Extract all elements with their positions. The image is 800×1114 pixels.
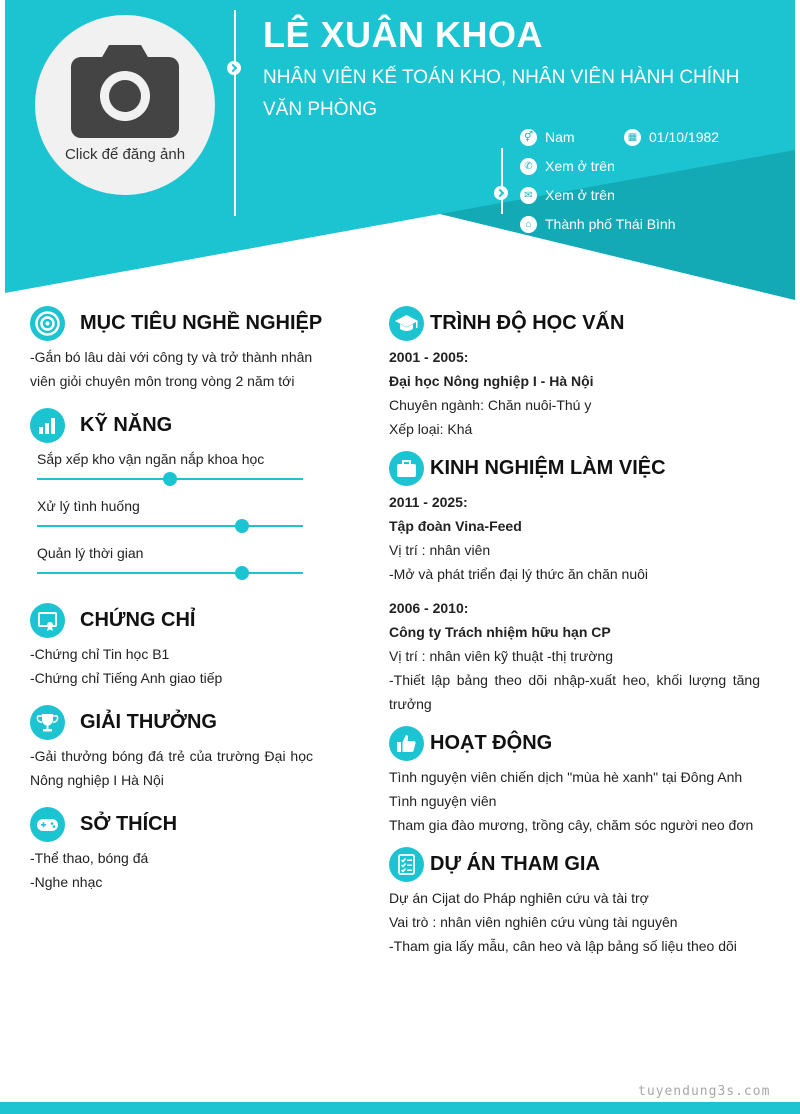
certificate-icon [30, 603, 65, 638]
job-title: NHÂN VIÊN KẾ TOÁN KHO, NHÂN VIÊN HÀNH CHÍNH VĂN PHÒNG [263, 67, 740, 120]
activity-line: Tình nguyện viên [389, 793, 497, 809]
gender-value: Nam [545, 129, 575, 145]
calendar-icon: ▦ [624, 129, 641, 146]
education-grade: Xếp loại: Khá [389, 421, 473, 437]
project-line: Dự án Cijat do Pháp nghiên cứu và tài trợ [389, 890, 649, 906]
activity-line: Tình nguyện viên chiến dịch "mùa hè xanh" tại Đông Anh [389, 769, 743, 785]
skill-track [37, 525, 303, 527]
birthdate-info [624, 127, 719, 147]
certificate-item: -Chứng chỉ Tin học B1 [30, 646, 170, 662]
activity-line: Tham gia đào mương, trồng cây, chăm sóc người neo đơn [389, 817, 754, 833]
graduation-cap-icon [389, 306, 424, 341]
skills-title: KỸ NĂNG [80, 414, 173, 436]
watermark: tuyendung3s.com [638, 1084, 771, 1099]
info-dot [494, 186, 508, 200]
skill-level-knob [235, 519, 249, 533]
email-value: Xem ở trên [545, 187, 615, 203]
footer-bar [0, 1102, 800, 1114]
bar-chart-icon [30, 408, 65, 443]
skill-level-knob [163, 472, 177, 486]
skill-label: Xử lý tình huống [37, 498, 140, 514]
awards-title: GIẢI THƯỞNG [80, 711, 217, 733]
job-company: Tập đoàn Vina-Feed [389, 518, 522, 534]
address-value: Thành phố Thái Bình [545, 216, 676, 232]
camera-icon [71, 43, 179, 138]
email-info [520, 185, 615, 205]
photo-upload-label: Click để đăng ảnh [64, 146, 186, 163]
header-divider [234, 10, 236, 216]
objective-title: MỤC TIÊU NGHỀ NGHIỆP [80, 312, 323, 334]
divider-dot [227, 61, 241, 75]
job-period: 2006 - 2010: [389, 600, 469, 616]
job-company: Công ty Trách nhiệm hữu hạn CP [389, 624, 611, 640]
hobby-item: -Nghe nhạc [30, 874, 103, 890]
job-description: -Thiết lập bảng theo dõi nhập-xuất heo, khối lượng tăng trưởng [389, 672, 760, 712]
gender-info [520, 127, 575, 147]
objective-text: -Gắn bó lâu dài với công ty và trở thành nhân viên giỏi chuyên môn trong vòng 2 năm tới [30, 349, 313, 389]
certificates-title: CHỨNG CHỈ [80, 609, 196, 631]
target-icon [30, 306, 65, 341]
skill-level-knob [235, 566, 249, 580]
hobbies-title: SỞ THÍCH [80, 813, 178, 835]
thumbs-up-icon [389, 726, 424, 761]
project-line: Vai trò : nhân viên nghiên cứu vùng tài nguyên [389, 914, 678, 930]
experience-title: KINH NGHIỆM LÀM VIỆC [430, 457, 666, 479]
phone-value: Xem ở trên [545, 158, 615, 174]
job-position: Vị trí : nhân viên kỹ thuật -thị trường [389, 648, 613, 664]
email-icon: ✉ [520, 187, 537, 204]
certificate-item: -Chứng chỉ Tiếng Anh giao tiếp [30, 670, 223, 686]
education-period: 2001 - 2005: [389, 349, 469, 365]
candidate-name: LÊ XUÂN KHOA [263, 14, 544, 55]
job-position: Vị trí : nhân viên [389, 542, 491, 558]
projects-title: DỰ ÁN THAM GIA [430, 853, 600, 875]
skill-label: Quản lý thời gian [37, 545, 144, 561]
job-period: 2011 - 2025: [389, 494, 468, 510]
job-description: -Mở và phát triển đại lý thức ăn chăn nuôi [389, 566, 649, 582]
skill-label: Sắp xếp kho vận ngăn nắp khoa học [37, 451, 265, 467]
education-major: Chuyên ngành: Chăn nuôi-Thú y [389, 397, 592, 413]
trophy-icon [30, 705, 65, 740]
briefcase-icon [389, 451, 424, 486]
address-info [520, 214, 676, 234]
gamepad-icon [30, 807, 65, 842]
phone-info [520, 156, 615, 176]
skill-track [37, 572, 303, 574]
activities-title: HOẠT ĐỘNG [430, 732, 553, 754]
birthdate-value: 01/10/1982 [649, 129, 720, 145]
education-school: Đại học Nông nghiệp I - Hà Nội [389, 373, 594, 389]
phone-icon: ✆ [520, 158, 537, 175]
home-icon: ⌂ [520, 216, 537, 233]
gender-icon: ⚥ [520, 129, 537, 146]
project-line: -Tham gia lấy mẫu, cân heo và lập bảng số liệu theo dõi [389, 938, 737, 954]
checklist-icon [389, 847, 424, 882]
hobby-item: -Thể thao, bóng đá [30, 850, 149, 866]
avatar-upload[interactable] [35, 15, 215, 195]
awards-text: -Gải thưởng bóng đá trẻ của trường Đại học Nông nghiệp I Hà Nội [30, 748, 313, 788]
info-divider [501, 148, 503, 214]
education-title: TRÌNH ĐỘ HỌC VẤN [430, 312, 625, 334]
